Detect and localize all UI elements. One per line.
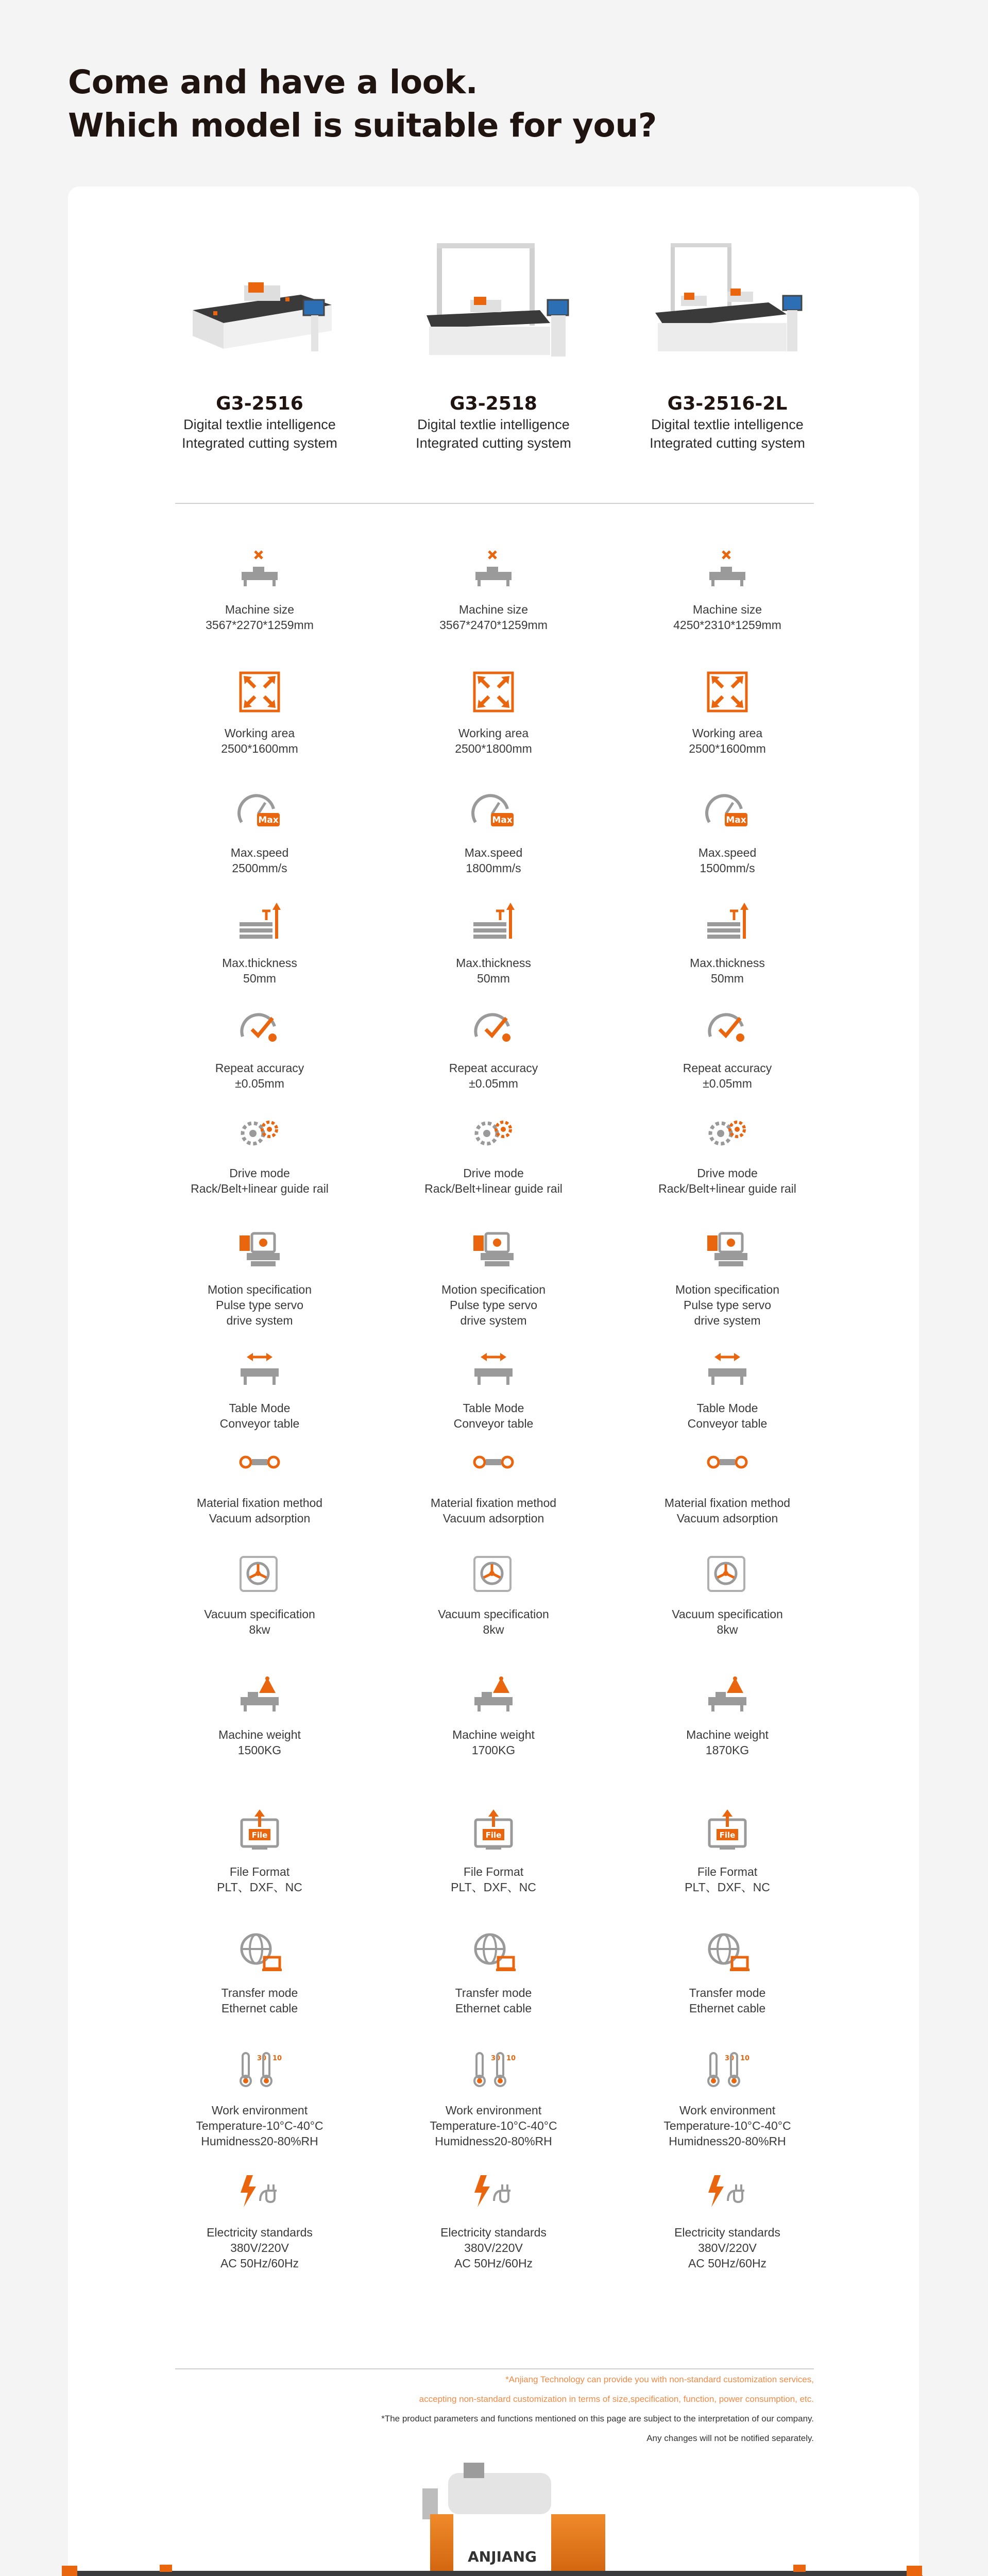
spec-value: ±0.05mm — [703, 1077, 752, 1090]
spec-value: Vacuum adsorption — [676, 1512, 778, 1525]
spec-cell — [157, 671, 363, 756]
spec-label: Machine size — [692, 603, 762, 616]
spec-cell — [624, 1227, 830, 1328]
model-column-1 — [157, 238, 363, 452]
spec-value: Pulse type servo drive system — [449, 1298, 538, 1327]
max-speed-icon — [704, 790, 751, 834]
svg-text:File: File — [485, 1831, 502, 1840]
spec-value: Temperature-10°C-40°C Humidness20-80%RH — [196, 2119, 323, 2148]
electricity-icon — [470, 2170, 517, 2213]
spec-label: Drive mode — [697, 1166, 758, 1180]
svg-text:30: 30 — [257, 2055, 267, 2062]
spec-label: Material fixation method — [664, 1496, 791, 1510]
svg-text:10: 10 — [272, 2055, 282, 2062]
model-3-desc-line-1: Digital textlie intelligence — [651, 417, 804, 432]
headline-line-2: Which model is suitable for you? — [68, 107, 657, 144]
spec-cell — [390, 2170, 597, 2271]
spec-cell — [157, 1111, 363, 1196]
spec-label: Max.thickness — [222, 956, 297, 970]
spec-label: Motion specification — [441, 1283, 546, 1296]
headline-line-1: Come and have a look. — [68, 63, 478, 101]
spec-label: File Format — [697, 1865, 758, 1878]
spec-cell — [390, 1440, 597, 1526]
spec-label: Vacuum specification — [672, 1607, 783, 1621]
model-1-desc-line-2: Integrated cutting system — [182, 435, 337, 451]
note-line-3: *The product parameters and functions mentioned on this page are subject to the interpretation of our company. — [381, 2414, 814, 2424]
max-thickness-icon — [470, 901, 517, 944]
spec-value: Temperature-10°C-40°C Humidness20-80%RH — [663, 2119, 791, 2148]
spec-cell — [157, 2048, 363, 2149]
spec-cell — [157, 1809, 363, 1895]
spec-label: Material fixation method — [196, 1496, 323, 1510]
drive-mode-icon — [704, 1111, 751, 1154]
spec-label: Repeat accuracy — [215, 1061, 304, 1075]
spec-label: Vacuum specification — [438, 1607, 549, 1621]
spec-cell — [390, 1111, 597, 1196]
spec-label: Max.thickness — [690, 956, 765, 970]
spec-value: Conveyor table — [219, 1417, 300, 1430]
spec-value: Ethernet cable — [455, 2002, 532, 2015]
spec-cell — [624, 1552, 830, 1637]
machine-size-icon — [236, 547, 283, 590]
spec-label: Table Mode — [229, 1401, 291, 1415]
file-format-icon — [704, 1809, 751, 1853]
spec-label: Work environment — [679, 2104, 776, 2117]
spec-label: Material fixation method — [430, 1496, 557, 1510]
spec-label: Vacuum specification — [204, 1607, 315, 1621]
vacuum-spec-icon — [704, 1552, 751, 1595]
spec-cell — [390, 1227, 597, 1328]
model-3-name: G3-2516-2L — [667, 393, 788, 414]
spec-label: Transfer mode — [689, 1986, 766, 1999]
svg-text:10: 10 — [506, 2055, 516, 2062]
spec-label: Motion specification — [675, 1283, 779, 1296]
machine-illustration — [0, 2447, 988, 2576]
svg-text:30: 30 — [725, 2055, 735, 2062]
spec-label: Repeat accuracy — [449, 1061, 538, 1075]
spec-label: Max.speed — [230, 846, 289, 859]
spec-cell — [157, 1346, 363, 1431]
spec-cell — [624, 2048, 830, 2149]
working-area-icon — [704, 671, 751, 714]
spec-value: Vacuum adsorption — [209, 1512, 311, 1525]
work-environment-icon — [470, 2048, 517, 2091]
vacuum-spec-icon — [470, 1552, 517, 1595]
spec-value: Temperature-10°C-40°C Humidness20-80%RH — [430, 2119, 557, 2148]
model-3-image — [650, 238, 805, 372]
head-brand-text: ANJIANG — [467, 2548, 537, 2565]
spec-cell — [390, 1809, 597, 1895]
drive-mode-icon — [236, 1111, 283, 1154]
working-area-icon — [470, 671, 517, 714]
model-2-desc-line-1: Digital textlie intelligence — [417, 417, 570, 432]
spec-value: 380V/220V AC 50Hz/60Hz — [454, 2241, 533, 2270]
spec-cell — [157, 547, 363, 633]
spec-cell — [624, 2170, 830, 2271]
spec-label: Electricity standards — [674, 2226, 780, 2239]
spec-value: Conveyor table — [453, 1417, 534, 1430]
spec-value: Conveyor table — [687, 1417, 768, 1430]
spec-value: Ethernet cable — [689, 2002, 766, 2015]
file-format-icon — [236, 1809, 283, 1853]
spec-card — [68, 187, 919, 2576]
spec-cell — [390, 1930, 597, 2016]
max-thickness-icon — [236, 901, 283, 944]
spec-value: 3567*2270*1259mm — [206, 618, 314, 632]
transfer-mode-icon — [470, 1930, 517, 1974]
table-mode-icon — [236, 1346, 283, 1389]
machine-weight-icon — [704, 1672, 751, 1716]
model-2-image — [416, 238, 571, 372]
file-format-icon — [470, 1809, 517, 1853]
motion-spec-icon — [470, 1227, 517, 1270]
material-fixation-icon — [704, 1440, 751, 1484]
spec-value: 50mm — [711, 972, 744, 985]
spec-label: Machine weight — [686, 1728, 769, 1741]
working-area-icon — [236, 671, 283, 714]
spec-cell — [390, 547, 597, 633]
spec-cell — [390, 671, 597, 756]
repeat-accuracy-icon — [704, 1006, 751, 1049]
spec-value: PLT、DXF、NC — [685, 1880, 770, 1894]
machine-size-icon — [470, 547, 517, 590]
spec-value: 1700KG — [471, 1743, 516, 1757]
spec-value: ±0.05mm — [235, 1077, 284, 1090]
model-3-desc-line-2: Integrated cutting system — [650, 435, 805, 451]
motion-spec-icon — [704, 1227, 751, 1270]
motion-spec-icon — [236, 1227, 283, 1270]
spec-value: 2500*1800mm — [455, 742, 532, 755]
spec-label: Machine size — [225, 603, 295, 616]
spec-cell — [624, 1930, 830, 2016]
spec-cell — [624, 1672, 830, 1758]
model-1-image — [182, 238, 337, 372]
spec-label: Max.thickness — [456, 956, 531, 970]
electricity-icon — [236, 2170, 283, 2213]
spec-value: Pulse type servo drive system — [683, 1298, 772, 1327]
footer-divider — [175, 2368, 814, 2369]
spec-value: 380V/220V AC 50Hz/60Hz — [220, 2241, 299, 2270]
spec-cell — [157, 1672, 363, 1758]
spec-label: Working area — [458, 726, 529, 740]
spec-value: PLT、DXF、NC — [217, 1880, 302, 1894]
svg-text:10: 10 — [740, 2055, 750, 2062]
spec-cell — [390, 1006, 597, 1091]
spec-cell — [624, 1346, 830, 1431]
spec-cell — [157, 2170, 363, 2271]
spec-label: Electricity standards — [440, 2226, 547, 2239]
table-mode-icon — [470, 1346, 517, 1389]
note-line-1: *Anjiang Technology can provide you with non-standard customization services, — [505, 2375, 814, 2384]
work-environment-icon — [704, 2048, 751, 2091]
vacuum-spec-icon — [236, 1552, 283, 1595]
max-speed-icon — [470, 790, 517, 834]
spec-value: Rack/Belt+linear guide rail — [658, 1182, 796, 1195]
spec-cell — [624, 1440, 830, 1526]
spec-label: Machine weight — [218, 1728, 301, 1741]
spec-value: PLT、DXF、NC — [451, 1880, 536, 1894]
spec-value: 8kw — [483, 1623, 504, 1636]
svg-text:File: File — [719, 1831, 736, 1840]
spec-value: 50mm — [477, 972, 510, 985]
spec-cell — [157, 1552, 363, 1637]
work-environment-icon — [236, 2048, 283, 2091]
spec-cell — [157, 1930, 363, 2016]
spec-value: 8kw — [249, 1623, 270, 1636]
spec-value: 50mm — [243, 972, 276, 985]
spec-cell — [390, 901, 597, 986]
spec-cell — [157, 1440, 363, 1526]
spec-value: 1870KG — [705, 1743, 749, 1757]
max-speed-icon — [236, 790, 283, 834]
spec-label: Machine weight — [452, 1728, 535, 1741]
spec-cell — [624, 1809, 830, 1895]
spec-value: 3567*2470*1259mm — [439, 618, 548, 632]
spec-cell — [157, 790, 363, 876]
model-2-name: G3-2518 — [450, 393, 537, 414]
spec-label: Drive mode — [463, 1166, 524, 1180]
header-divider — [175, 503, 814, 504]
svg-text:30: 30 — [491, 2055, 501, 2062]
note-line-2: accepting non-standard customization in terms of size,specification, function, power consumption, etc. — [419, 2394, 814, 2404]
repeat-accuracy-icon — [236, 1006, 283, 1049]
disclaimer-notes — [175, 2370, 814, 2448]
svg-text:Max: Max — [492, 815, 513, 825]
transfer-mode-icon — [704, 1930, 751, 1974]
spec-value: Vacuum adsorption — [442, 1512, 544, 1525]
spec-value: 1800mm/s — [466, 861, 521, 875]
spec-cell — [390, 1552, 597, 1637]
spec-label: Work environment — [211, 2104, 308, 2117]
model-1-desc-line-1: Digital textlie intelligence — [183, 417, 336, 432]
spec-label: Repeat accuracy — [683, 1061, 772, 1075]
spec-cell — [390, 790, 597, 876]
svg-text:File: File — [251, 1831, 268, 1840]
transfer-mode-icon — [236, 1930, 283, 1974]
spec-label: File Format — [463, 1865, 524, 1878]
spec-cell — [157, 1227, 363, 1328]
spec-label: Drive mode — [229, 1166, 290, 1180]
electricity-icon — [704, 2170, 751, 2213]
spec-cell — [624, 901, 830, 986]
headline — [68, 61, 738, 147]
spec-label: Table Mode — [463, 1401, 524, 1415]
model-2-desc-line-2: Integrated cutting system — [416, 435, 571, 451]
spec-label: Transfer mode — [221, 1986, 298, 1999]
model-1-name: G3-2516 — [216, 393, 303, 414]
spec-cell — [624, 1111, 830, 1196]
spec-value: 1500mm/s — [700, 861, 755, 875]
machine-size-icon — [704, 547, 751, 590]
spec-value: Rack/Belt+linear guide rail — [191, 1182, 329, 1195]
spec-label: Electricity standards — [207, 2226, 313, 2239]
machine-weight-icon — [236, 1672, 283, 1716]
spec-label: Max.speed — [464, 846, 523, 859]
spec-label: File Format — [229, 1865, 290, 1878]
spec-value: Rack/Belt+linear guide rail — [424, 1182, 563, 1195]
machine-weight-icon — [470, 1672, 517, 1716]
spec-label: Work environment — [445, 2104, 542, 2117]
table-mode-icon — [704, 1346, 751, 1389]
spec-cell — [624, 671, 830, 756]
spec-value: Ethernet cable — [221, 2002, 298, 2015]
model-column-3 — [624, 238, 830, 452]
spec-cell — [624, 547, 830, 633]
spec-cell — [624, 1006, 830, 1091]
spec-label: Table Mode — [696, 1401, 758, 1415]
spec-value: 380V/220V AC 50Hz/60Hz — [688, 2241, 767, 2270]
material-fixation-icon — [236, 1440, 283, 1484]
spec-value: Pulse type servo drive system — [215, 1298, 304, 1327]
spec-cell — [624, 790, 830, 876]
spec-cell — [157, 1006, 363, 1091]
spec-cell — [390, 1672, 597, 1758]
spec-value: 8kw — [717, 1623, 738, 1636]
spec-value: ±0.05mm — [469, 1077, 518, 1090]
drive-mode-icon — [470, 1111, 517, 1154]
spec-value: 1500KG — [237, 1743, 282, 1757]
svg-text:Max: Max — [726, 815, 746, 825]
model-column-2 — [390, 238, 597, 452]
spec-label: Working area — [692, 726, 763, 740]
svg-text:Max: Max — [258, 815, 279, 825]
spec-label: Transfer mode — [455, 1986, 532, 1999]
spec-cell — [390, 1346, 597, 1431]
note-line-4: Any changes will not be notified separately. — [646, 2433, 814, 2443]
spec-value: 4250*2310*1259mm — [673, 618, 781, 632]
max-thickness-icon — [704, 901, 751, 944]
spec-label: Machine size — [458, 603, 529, 616]
repeat-accuracy-icon — [470, 1006, 517, 1049]
spec-cell — [390, 2048, 597, 2149]
spec-value: 2500mm/s — [232, 861, 287, 875]
material-fixation-icon — [470, 1440, 517, 1484]
spec-cell — [157, 901, 363, 986]
spec-label: Working area — [224, 726, 295, 740]
spec-value: 2500*1600mm — [221, 742, 298, 755]
spec-label: Motion specification — [208, 1283, 312, 1296]
spec-label: Max.speed — [698, 846, 757, 859]
spec-value: 2500*1600mm — [689, 742, 766, 755]
